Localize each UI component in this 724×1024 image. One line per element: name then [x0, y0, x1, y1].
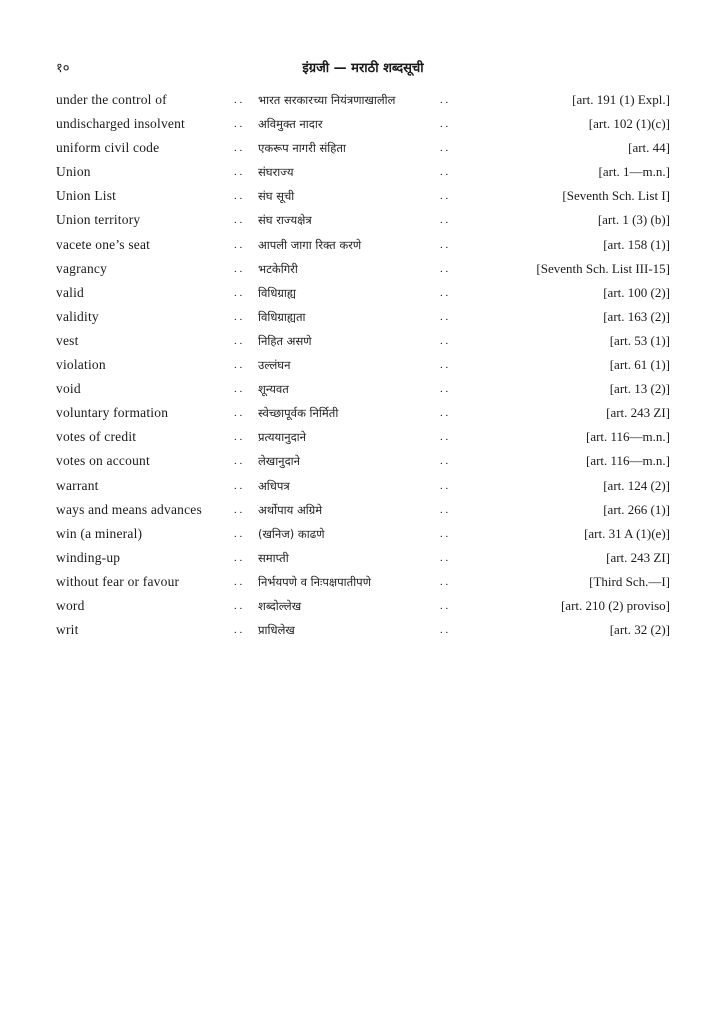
english-term: under the control of [56, 92, 167, 107]
marathi-equivalent: संघराज्य [258, 165, 294, 180]
running-title: इंग्रजी — मराठी शब्दसूची [302, 61, 424, 76]
article-reference: [art. 243 ZI] [606, 405, 670, 421]
marathi-equivalent: (खनिज) काढणे [258, 526, 325, 541]
article-reference: [art. 44] [628, 140, 670, 156]
separator-dots: . . [440, 479, 449, 492]
article-reference: [art. 100 (2)] [603, 284, 670, 300]
article-reference: [Seventh Sch. List I] [562, 188, 670, 204]
glossary-entry [56, 184, 670, 208]
separator-dots: . . [234, 286, 243, 299]
english-term: vagrancy [56, 260, 108, 276]
marathi-equivalent: प्राधिलेख [258, 623, 295, 638]
english-term: votes on account [56, 453, 150, 469]
glossary-entry [56, 474, 670, 498]
marathi-equivalent: शब्दोल्लेख [258, 598, 302, 613]
english-term: win (a mineral) [56, 525, 143, 541]
english-term: validity [56, 308, 99, 324]
separator-dots: . . [234, 455, 243, 468]
marathi-equivalent: विधिग्राह्यता [258, 309, 306, 324]
marathi-equivalent: समाप्ती [258, 550, 289, 565]
english-term: violation [56, 357, 106, 373]
glossary-entry [56, 329, 670, 353]
marathi-equivalent: आपली जागा रिक्त करणे [258, 237, 362, 252]
separator-dots: . . [234, 503, 243, 516]
article-reference: [art. 61 (1)] [609, 357, 670, 373]
glossary-entry [56, 449, 670, 473]
separator-dots: . . [440, 551, 449, 564]
separator-dots: . . [440, 624, 449, 637]
marathi-equivalent: अविमुक्त नादार [258, 117, 323, 132]
separator-dots: . . [234, 407, 243, 420]
separator-dots: . . [234, 238, 243, 251]
separator-dots: . . [234, 479, 243, 492]
article-reference: [art. 116—m.n.] [586, 429, 670, 445]
english-term: uniform civil code [56, 140, 160, 156]
glossary-entry [56, 305, 670, 329]
article-reference: [art. 102 (1)(c)] [588, 116, 670, 132]
english-term: Union [56, 164, 91, 180]
marathi-equivalent: निर्भयपणे व निःपक्षपातीपणे [258, 574, 372, 589]
marathi-equivalent: संघ सूची [258, 189, 295, 204]
separator-dots: . . [440, 383, 449, 396]
article-reference: [Seventh Sch. List III-15] [536, 260, 670, 276]
separator-dots: . . [440, 166, 449, 179]
article-reference: [art. 210 (2) proviso] [560, 597, 670, 613]
separator-dots: . . [440, 431, 449, 444]
english-term: votes of credit [56, 429, 137, 445]
marathi-equivalent: प्रत्ययानुदाने [258, 430, 307, 445]
article-reference: [art. 124 (2)] [603, 477, 670, 493]
separator-dots: . . [440, 310, 449, 323]
separator-dots: . . [234, 142, 243, 155]
marathi-equivalent: अर्थोपाय अग्रिमे [258, 502, 323, 517]
article-reference: [Third Sch.—I] [589, 573, 670, 589]
separator-dots: . . [440, 94, 449, 106]
marathi-equivalent: अधिपत्र [258, 478, 290, 493]
separator-dots: . . [234, 310, 243, 323]
page-number: १० [56, 61, 70, 76]
separator-dots: . . [440, 118, 449, 131]
marathi-equivalent: उल्लंघन [258, 358, 291, 373]
article-reference: [art. 13 (2)] [609, 381, 670, 397]
glossary-entry [56, 353, 670, 377]
glossary-entry [56, 546, 670, 570]
english-term: undischarged insolvent [56, 116, 186, 132]
glossary-entry [56, 160, 670, 184]
glossary-entry [56, 208, 670, 232]
separator-dots: . . [234, 599, 243, 612]
glossary-entry [56, 377, 670, 401]
separator-dots: . . [440, 407, 449, 420]
marathi-equivalent: संघ राज्यक्षेत्र [258, 213, 312, 228]
english-term: warrant [56, 477, 99, 493]
separator-dots: . . [234, 359, 243, 372]
english-term: ways and means advances [56, 501, 202, 517]
separator-dots: . . [234, 262, 243, 275]
separator-dots: . . [234, 624, 243, 637]
glossary-entry [56, 570, 670, 594]
separator-dots: . . [440, 238, 449, 251]
separator-dots: . . [440, 527, 449, 540]
article-reference: [art. 32 (2)] [609, 622, 670, 638]
glossary-entry [56, 425, 670, 449]
article-reference: [art. 191 (1) Expl.] [572, 92, 670, 107]
separator-dots: . . [440, 142, 449, 155]
english-term: valid [56, 284, 84, 300]
separator-dots: . . [440, 262, 449, 275]
marathi-equivalent: भारत सरकारच्या नियंत्रणाखालील [258, 93, 396, 107]
english-term: void [56, 381, 81, 397]
separator-dots: . . [440, 359, 449, 372]
separator-dots: . . [440, 575, 449, 588]
separator-dots: . . [234, 214, 243, 227]
article-reference: [art. 243 ZI] [606, 549, 670, 565]
separator-dots: . . [234, 118, 243, 131]
english-term: without fear or favour [56, 573, 180, 589]
article-reference: [art. 266 (1)] [603, 501, 670, 517]
english-term: vest [56, 332, 79, 348]
separator-dots: . . [234, 383, 243, 396]
glossary-entry [56, 522, 670, 546]
english-term: vacete one’s seat [56, 236, 151, 252]
marathi-equivalent: स्वेच्छापूर्वक निर्मिती [258, 406, 339, 421]
separator-dots: . . [440, 455, 449, 468]
separator-dots: . . [440, 334, 449, 347]
marathi-equivalent: शून्यवत [258, 382, 289, 397]
glossary-entry [56, 233, 670, 257]
separator-dots: . . [440, 599, 449, 612]
glossary-entry [56, 257, 670, 281]
english-term: writ [56, 622, 79, 638]
english-term: Union List [56, 188, 117, 204]
english-term: voluntary formation [56, 405, 169, 421]
separator-dots: . . [440, 286, 449, 299]
glossary-entry [56, 136, 670, 160]
separator-dots: . . [234, 166, 243, 179]
glossary-list [56, 88, 670, 642]
separator-dots: . . [234, 190, 243, 203]
article-reference: [art. 158 (1)] [603, 236, 670, 252]
english-term: Union territory [56, 212, 141, 228]
article-reference: [art. 1—m.n.] [598, 164, 670, 180]
article-reference: [art. 31 A (1)(e)] [584, 525, 670, 541]
separator-dots: . . [234, 575, 243, 588]
article-reference: [art. 53 (1)] [609, 332, 670, 348]
separator-dots: . . [234, 334, 243, 347]
article-reference: [art. 163 (2)] [603, 308, 670, 324]
separator-dots: . . [440, 214, 449, 227]
glossary-entry [56, 88, 670, 112]
marathi-equivalent: विधिग्राह्य [258, 285, 296, 300]
separator-dots: . . [234, 527, 243, 540]
separator-dots: . . [234, 431, 243, 444]
marathi-equivalent: निहित असणे [258, 333, 312, 348]
english-term: winding-up [56, 549, 121, 565]
article-reference: [art. 116—m.n.] [586, 453, 670, 469]
separator-dots: . . [234, 94, 243, 106]
marathi-equivalent: एकरूप नागरी संहिता [258, 141, 346, 156]
separator-dots: . . [440, 503, 449, 516]
glossary-entry [56, 498, 670, 522]
separator-dots: . . [234, 551, 243, 564]
separator-dots: . . [440, 190, 449, 203]
marathi-equivalent: भटकेगिरी [258, 261, 298, 276]
marathi-equivalent: लेखानुदाने [258, 454, 301, 469]
page-header [56, 58, 670, 78]
article-reference: [art. 1 (3) (b)] [597, 212, 670, 228]
glossary-entry [56, 281, 670, 305]
english-term: word [56, 597, 85, 613]
glossary-entry [56, 401, 670, 425]
glossary-entry [56, 112, 670, 136]
glossary-entry [56, 594, 670, 618]
glossary-entry [56, 618, 670, 642]
